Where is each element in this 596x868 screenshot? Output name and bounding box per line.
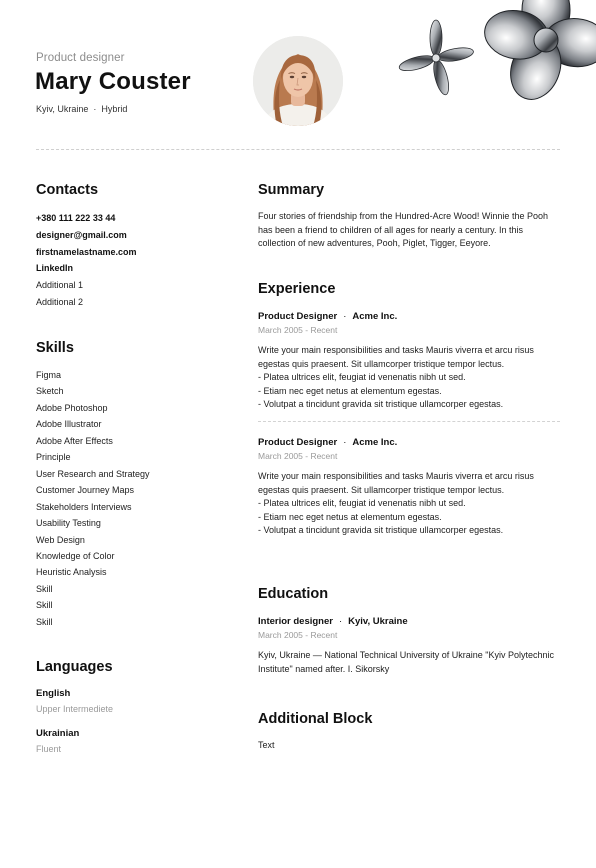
job-position: Product Designer	[258, 436, 338, 448]
education-entry	[258, 616, 560, 676]
header-divider	[36, 149, 560, 150]
contacts-section	[36, 182, 236, 311]
experience-entry	[258, 437, 560, 538]
chrome-flower-decoration	[396, 0, 596, 110]
skill-item: Skill	[36, 583, 53, 594]
skill-item: Stakeholders Interviews	[36, 501, 132, 512]
person-name: Mary Couster	[35, 68, 191, 95]
education-separator: ·	[338, 616, 343, 627]
job-dates: March 2005 - Recent	[258, 325, 338, 335]
experience-section	[258, 281, 560, 538]
skill-item: Heuristic Analysis	[36, 567, 107, 578]
contacts-title: Contacts	[36, 182, 99, 198]
job-bullet: - Volutpat a tincidunt gravida sit tristique ullamcorper egestas.	[258, 399, 504, 410]
skill-item: Principle	[36, 452, 71, 463]
job-company: Acme Inc.	[352, 436, 398, 448]
job-bullet: - Etiam nec eget netus at elementum egestas.	[258, 385, 442, 396]
skill-item: Web Design	[36, 534, 85, 545]
job-description	[258, 344, 560, 412]
left-column	[36, 182, 236, 754]
education-description: Kyiv, Ukraine — National Technical University of Ukraine "Kyiv Polytechnic Institute" named after. I. Sikorsky	[258, 650, 554, 674]
education-dates: March 2005 - Recent	[258, 630, 338, 640]
additional-section	[258, 711, 560, 750]
job-dates: March 2005 - Recent	[258, 450, 338, 461]
skill-item: Customer Journey Maps	[36, 485, 135, 496]
skill-item: Adobe After Effects	[36, 435, 113, 446]
job-role: Product designer	[36, 52, 125, 64]
job-bullet: - Platea ultrices elit, feugiat id venenatis nibh ut sed.	[258, 372, 466, 383]
job-summary: Write your main responsibilities and tasks Mauris viverra et arcu risus egestas quis praesent. Sit ullamcorper tristique tempor lectus.	[258, 470, 534, 495]
skill-item: Skill	[36, 616, 53, 627]
job-separator: ·	[343, 311, 347, 322]
summary-title: Summary	[258, 182, 325, 198]
job-heading	[258, 437, 560, 448]
education-title: Education	[258, 586, 329, 602]
additional-title: Additional Block	[258, 711, 373, 727]
skill-item: Skill	[36, 600, 53, 611]
education-place: Kyiv, Ukraine	[348, 616, 408, 627]
skill-item: Usability Testing	[36, 518, 101, 529]
job-bullet: - Platea ultrices elit, feugiat id venenatis nibh ut sed.	[258, 498, 466, 509]
contact-phone[interactable]: +380 111 222 33 44	[36, 213, 116, 223]
language-level: Fluent	[36, 744, 62, 754]
languages-title: Languages	[36, 659, 113, 675]
contact-linkedin[interactable]: LinkedIn	[36, 263, 74, 274]
language-name: Ukrainian	[36, 728, 80, 739]
job-bullet: - Etiam nec eget netus at elementum egestas.	[258, 511, 442, 522]
language-entry	[36, 727, 113, 757]
experience-divider	[258, 421, 560, 422]
job-description	[258, 470, 560, 538]
language-level: Upper Intermediete	[36, 704, 114, 714]
summary-text: Four stories of friendship from the Hundred-Acre Wood! Winnie the Pooh has been a friend to children of all ages for nearly a century. In this collection of new adventures, Pooh, Piglet, Tigger, Eeyore.	[258, 211, 548, 248]
skill-item: Adobe Illustrator	[36, 419, 102, 430]
job-summary: Write your main responsibilities and tasks Mauris viverra et arcu risus egestas quis praesent. Sit ullamcorper tristique tempor lectus.	[258, 345, 534, 369]
skills-section	[36, 340, 150, 630]
skill-item: Adobe Photoshop	[36, 402, 108, 413]
job-heading	[258, 311, 560, 322]
avatar	[253, 36, 343, 126]
skill-item: Figma	[36, 370, 62, 380]
languages-section	[36, 659, 113, 757]
education-degree: Interior designer	[258, 616, 333, 627]
contact-additional-2: Additional 2	[36, 296, 84, 307]
location-dot: ·	[93, 104, 97, 114]
language-entry	[36, 687, 113, 717]
job-bullet: - Volutpat a tincidunt gravida sit tristique ullamcorper egestas.	[258, 525, 504, 536]
location	[36, 104, 127, 114]
contact-email[interactable]: designer@gmail.com	[36, 229, 127, 240]
resume-header	[0, 0, 596, 150]
skill-item: Sketch	[36, 386, 64, 397]
skills-title: Skills	[36, 340, 74, 356]
language-name: English	[36, 688, 71, 699]
experience-title: Experience	[258, 281, 336, 297]
job-position: Product Designer	[258, 311, 338, 322]
experience-entry	[258, 311, 560, 412]
job-separator: ·	[343, 436, 347, 448]
contact-website[interactable]: firstnamelastname.com	[36, 246, 137, 257]
contact-additional-1: Additional 1	[36, 280, 84, 291]
summary-section	[258, 182, 560, 251]
work-mode: Hybrid	[101, 104, 128, 114]
education-section	[258, 586, 560, 676]
education-heading	[258, 616, 560, 627]
skill-item: Knowledge of Color	[36, 550, 115, 561]
location-city: Kyiv, Ukraine	[36, 104, 89, 114]
portrait-image	[253, 36, 343, 126]
additional-text: Text	[258, 740, 275, 750]
right-column	[258, 182, 560, 750]
contacts-list	[36, 210, 236, 311]
skills-list	[36, 367, 150, 630]
skill-item: User Research and Strategy	[36, 468, 150, 479]
job-company: Acme Inc.	[352, 311, 398, 322]
